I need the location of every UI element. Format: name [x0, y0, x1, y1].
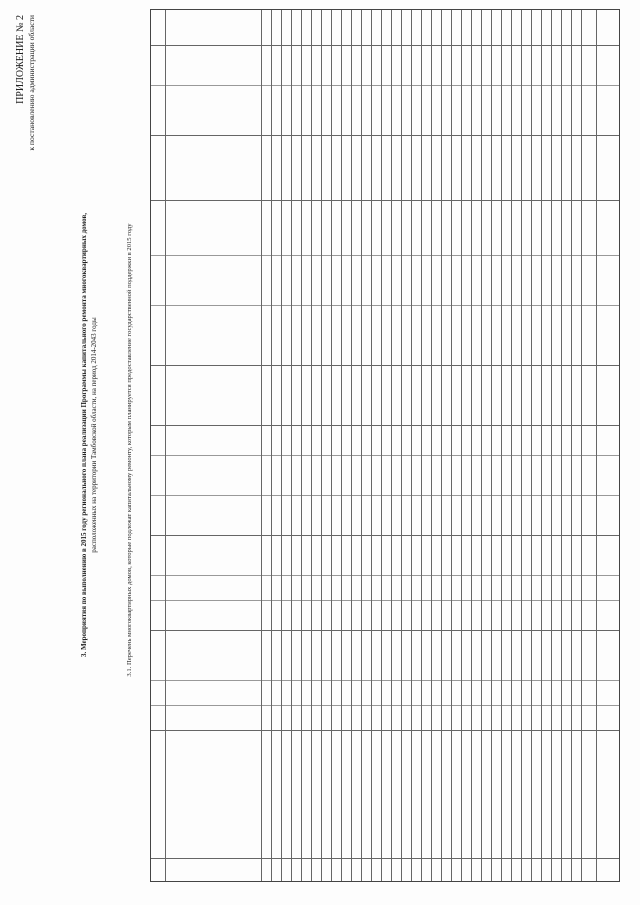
col-divider [151, 705, 619, 706]
row-divider [421, 10, 422, 881]
row-divider [371, 10, 372, 881]
row-divider [291, 10, 292, 881]
row-divider [411, 10, 412, 881]
row-divider [351, 10, 352, 881]
row-divider [561, 10, 562, 881]
row-divider [331, 10, 332, 881]
row-divider [261, 10, 262, 881]
appendix-header [14, 15, 37, 305]
row-divider [471, 10, 472, 881]
col-divider [151, 575, 619, 576]
row-divider [391, 10, 392, 881]
row-divider [441, 10, 442, 881]
row-divider [581, 10, 582, 881]
col-divider [151, 600, 619, 601]
col-divider [151, 858, 619, 859]
row-divider [541, 10, 542, 881]
col-divider [151, 45, 619, 46]
section-title-line-2: расположенных на территории Тамбовской области, на период 2014-2043 годы [89, 317, 98, 553]
col-divider [151, 455, 619, 456]
col-divider [151, 630, 619, 631]
section-title: 3. Мероприятия по выполнению в 2015 году регионального плана реализации Программы капитального ремонта многоквартирных домов, [80, 212, 88, 658]
row-divider [491, 10, 492, 881]
row-divider [165, 10, 166, 881]
row-divider [431, 10, 432, 881]
col-divider [151, 135, 619, 136]
row-divider [281, 10, 282, 881]
row-divider [551, 10, 552, 881]
repair-table [150, 9, 620, 882]
col-divider [151, 255, 619, 256]
col-divider [151, 495, 619, 496]
row-divider [361, 10, 362, 881]
row-divider [271, 10, 272, 881]
subsection-title: 3.1. Перечень многоквартирных домов, которые подлежат капитальному ремонту, которым планируется предоставление государственной поддержки в 2015 году [126, 223, 133, 677]
row-divider [321, 10, 322, 881]
row-divider [571, 10, 572, 881]
row-divider [341, 10, 342, 881]
row-divider [451, 10, 452, 881]
col-divider [151, 680, 619, 681]
col-divider [151, 365, 619, 366]
col-divider [151, 535, 619, 536]
col-divider [151, 85, 619, 86]
row-divider [511, 10, 512, 881]
col-divider [151, 305, 619, 306]
col-divider [151, 730, 619, 731]
row-divider [481, 10, 482, 881]
row-divider [301, 10, 302, 881]
row-divider [381, 10, 382, 881]
row-divider [461, 10, 462, 881]
row-divider [596, 10, 597, 881]
document-titles [80, 5, 99, 865]
row-divider [521, 10, 522, 881]
appendix-title: ПРИЛОЖЕНИЕ № 2 [15, 15, 26, 104]
row-divider [501, 10, 502, 881]
col-divider [151, 425, 619, 426]
appendix-line-1: к постановлению администрации области [27, 15, 36, 151]
col-divider [151, 200, 619, 201]
row-divider [531, 10, 532, 881]
row-divider [401, 10, 402, 881]
row-divider [311, 10, 312, 881]
